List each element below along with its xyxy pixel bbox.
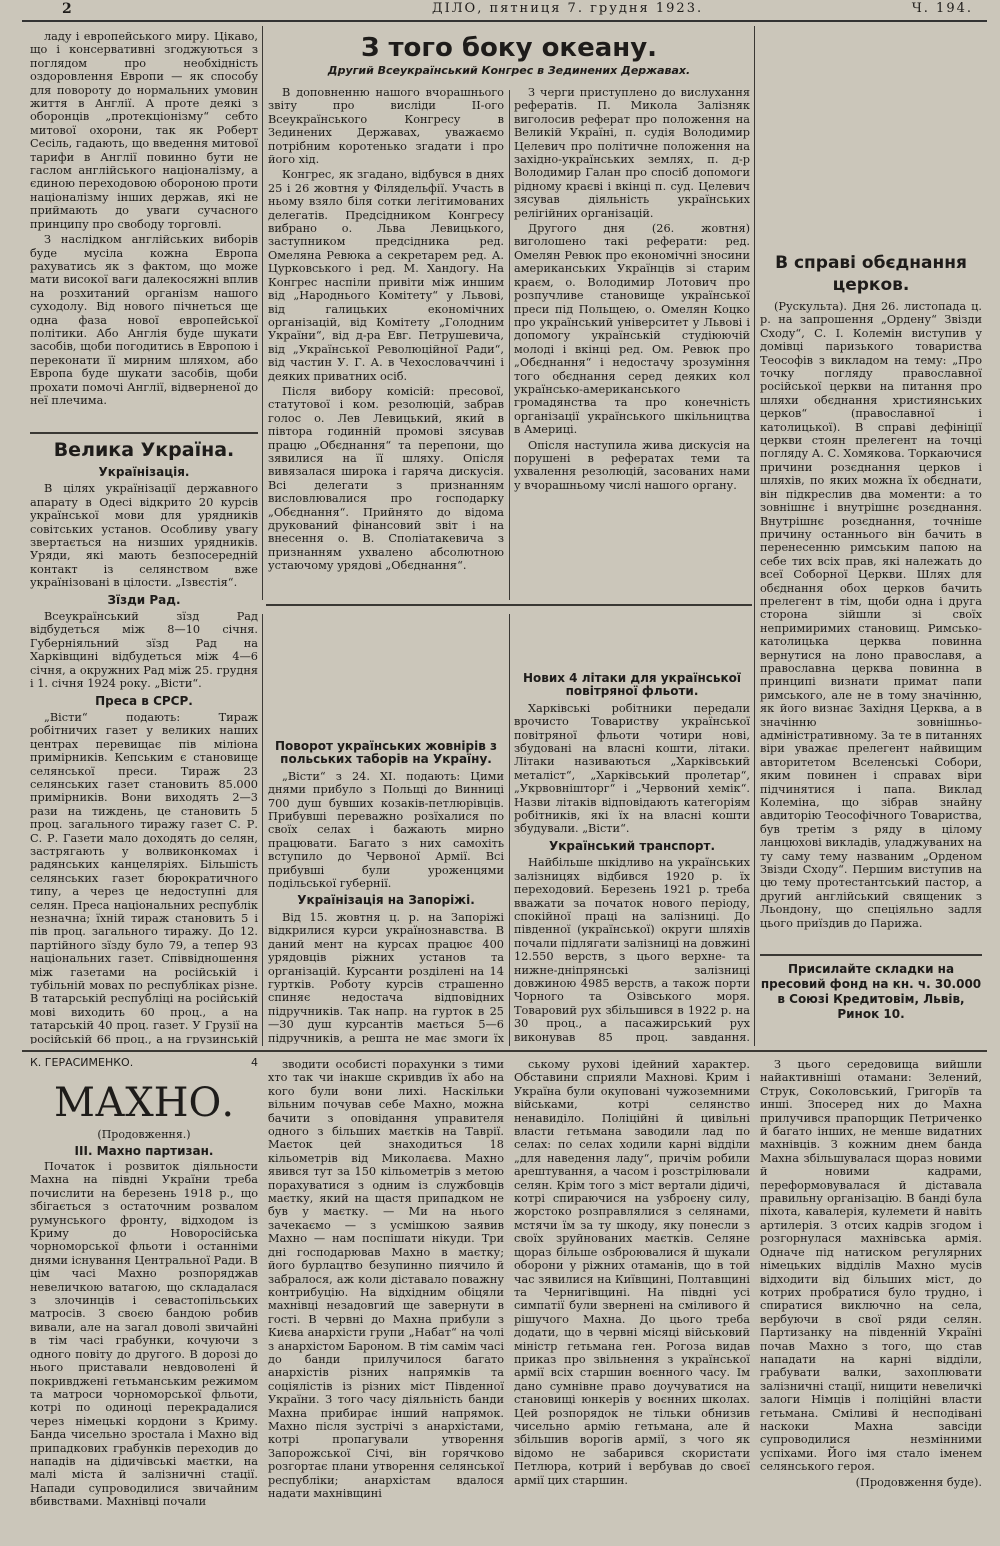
subhead: Преса в СРСР. [95, 693, 193, 708]
headline: З того боку океану. [360, 33, 658, 63]
paragraph: (Рускульта). Дня 26. листопада ц. р. на запрошення „Ордену“ Звізди Сходу“, С. І. Колемін виступив у домівці паризького товариства Теософів з викладом на тему: „Про точку погляду православної російської церкви на питання про шляхи обєднання християнських церков“ (православної і католицької). В справі дефініції церкви стоян прелегент на точці погляду А. С. Хомякова. Торкаючися причини розєднання церков і шляхів, по яких можна їх обєднати, він підкреслив два моменти: а то зовнішнє і внутрішнє розєднання. Внутрішнє розєднання, точніше причину останнього він бачить в перенесенню римським папою на себе тих всіх прав, які належать до всеї Соборної Церкви. Шлях для обєднання обох церков бачить прелегент в тім, щоби одна і друга сторона зійшли зі своїх непримиримих становищ. Римсько-католицька церква повинна вернутися на лоно православя, а православна церква повинна в принципі визнати примат папи римського, але не в тому значінню, як його визнає Західня Церква, а в значінню зовнішньо-адміністративному. За те в питаннях віри уважає прелегент найвищим авторитетом Вселенські Собори, яким повинен і справах віри підчинятися і папа. Виклад Колеміна, що зібрав знайну авдиторію Теософічного Товариства, був третім з ряду в цілому ланцюхові викладів, уладжуваних на ту саму тему названим „Орденом Звізди Сходу“. Першим виступив на цю тему протестантський пастор, а другий англійський священик з Льондону, що спеціяльно задля цього приїздив до Парижа. [760, 300, 982, 930]
paragraph: зводити особисті порахунки з тими хто так чи інакше скривдив їх або на кого були вони лихі. Наскільки вільним почував себе Махно, можна бачити з оповідання управителя одного з більших маєтків на Таврії. Маєток цей знаходиться 18 кільометрів від Миколаєва. Махно явився тут за 150 кільометрів з метою порахуватися з одним із службовців маєтку, який на щастя припадком не був у маєтку. — Ми на нього зачекаємо — з усмішкою заявив Махно — нам поспішати нікуди. Три дні господарював Махно в маєтку; його бурлацтво безупинно пиячило й забралося, аж коли діставало поважну контрибуцію. На відхідним обіцяли махнівці незадовгий ще завернути в гості. В червні до Махна прибули з Києва анархісти групи „Набат“ на чолі з анархістом Бароном. В тім самім часі до банди прилучилося багато анархістів різних напрямків та соціялістів із різних міст Південної України. З того часу діяльність банди Махна прибирає інший напрямок. Махно після зустрічі з анархістами, котрі пропагували утворення Запорожської Січі, він горячково розгортає плани утворення селянської республіки; анархістам вдалося надати махнівщині [268, 1058, 504, 1500]
masthead: ДІЛО, пятниця 7. грудня 1923. [432, 1, 704, 16]
makhno-title: МАХНО. [53, 1080, 235, 1126]
paragraph: Конгрес, як згадано, відбувся в днях 25 і 26 жовтня у Філядельфії. Участь в ньому взяло біля сотки легітимованих делегатів. Предсідником Конгресу вибрано о. Льва Левицького, заступником предсідника ред. Омеляна Ревюка а секретарем ред. А. Цурковського і ред. М. Хандогу. На Конгрес наспіли привіти між иншим від „Народнього Комітету“ у Львові, від галицьких економічних організацій, від Комітету „Голодним України“, від д-ра Евг. Петрушевича, від „Української Революційної Ради“, від частин У. Г. А. в Чехословаччині і деяких приватних осіб. [268, 168, 504, 383]
column-divider [262, 614, 263, 1046]
paragraph: Харківські робітники передали врочисто Товариству української повітряної фльоти чотири нові, збудовані на власні кошти, літаки. Літаки називаються „Харківський металіст“, „Харківський пролетар“, „Укрвовнішторг“ і „Червоний хемік“. Назви літаків відповідають категоріям робітників, які їх на власні кошти збудували. „Вісти“. [514, 701, 750, 836]
paragraph: Початок і розвиток діяльности Махна на півдні України треба почислити на березень 1918 р., що збігається з остаточним розвалом румунського фронту, відходом із Криму до Новоросійська чорноморської фльоти і останніми днями існування Центральної Ради. В цім часі Махно розпоряджав невеличкою ватагою, що складалася з злочинців і севастопільських матросів. З своєю бандою робив вивали, але на загал доволі звичайні в тім часі грабунки, кочуючи з одного повіту до другого. В дорозі до нього приставали невдоволені й покривджені гетьманським режимом та матроси чорноморської фльоти, котрі по одиноці перекрадалися через німецькі кордони з Криму. Банда чисельно зростала і Махно від припадкових грабунків переходив до нападів на дідичівські маєтки, на малі міста й залізничні стації. Напади супроводилися звичайним вбивствами. Махнівці почали [30, 1160, 258, 1509]
section-rule [266, 604, 752, 606]
okean-column-b [514, 86, 750, 600]
subhead: Зїзди Рад. [107, 592, 181, 607]
continuation-note: (Продовження.) [97, 1128, 191, 1141]
column-divider [262, 26, 263, 600]
column-divider [509, 90, 510, 600]
paragraph: Другого дня (26. жовтня) виголошено такі реферати: ред. Омелян Ревюк про економічні зносини американських Українців зі старим краєм, о. Володимир Лотович про розпучливе становище української преси під Польщею, о. Омелян Коцко про український університет у Львові і допомогу українській студіюючій молоді і вкінці ред. Ом. Ревюк про „Обєднання“ і недостачу зрозуміння того обєднання серед деяких кол українсько-американського громадянства та про конечність організації українського шкільництва в Америці. [514, 222, 750, 437]
subheadline: Другий Всеукраїнський Конгрес в Зединених Державах. [327, 64, 691, 77]
series-marker: 4 [251, 1056, 258, 1069]
okean-column-a [268, 86, 504, 600]
paragraph: Від 15. жовтня ц. р. на Запоріжі відкрилися курси українознавства. В даний мент на курсах працює 400 урядовців ріжних установ та організацій. Курсанти розділені на 14 гуртків. Роботу курсів страшенно спиняє недостача відповідних підручників. Так напр. на гурток в 25—30 душ курсантів мається 5—6 підручників, а решта не має змоги їх [268, 910, 504, 1044]
paragraph: З наслідком англійських виборів буде мусіла кожна Европа рахуватись як з фактом, що може мати високої ваги далекосяжні вплив на розхитаний організм нашого суходолу. Від нового пічнеться ще одна фаза нової европейської політики. Або Англія буде шукати засобів, щоби погодитись в Европою і переконати її мирним шляхом, або Европа буде шукати засобів, щоби прохати помочі Англії, відверненої до неї плечима. [30, 233, 258, 407]
subhead: Український транспорт. [548, 838, 715, 853]
subhead: Поворот українських жовнірів з польських таборів на Україну. [275, 739, 497, 767]
makhno-column-2 [268, 1058, 504, 1540]
paragraph: ладу і европейського миру. Цікаво, що і консервативні згоджуються з поглядом про необхідність оздоровлення Европи — як способу для повороту до нормальних умовин життя в Англії. А проте деякі з оборонців „протекціонізму“ себто митової охорони, так як Роберт Сесіль, гадають, що введення митової тарифи в Англії повинно бути не гаслом англійського націоналізму, а єдиною переходовою обороною проти націоналізму інших держав, які не приймають до уваги сучасного принципу про свободу торговлі. [30, 30, 258, 231]
fund-advertisement: Присилайте складки на пресовий фонд на кн. ч. 30.000 в Союзі Кредитовім, Львів, Ринок 10. [760, 962, 982, 1021]
subhead: Українізація на Запоріжі. [297, 893, 475, 908]
section-title: Велика Україна. [53, 439, 235, 461]
velyka-ukraina-section [30, 438, 258, 1044]
makhno-column-1 [30, 1160, 258, 1540]
paragraph: Всеукраїнський зїзд Рад відбудеться між 8—10 січня. Губерніяльний зїзд Рад на Харківщині відбудеться між 4—6 січня, а окружних Рад між 25. грудня і 1. січня 1924 року. „Вісти“. [30, 610, 258, 691]
section-subhead: III. Махно партизан. [74, 1144, 214, 1158]
section-rule [30, 432, 258, 434]
paragraph: Опісля наступила жива дискусія на порушені в рефератах теми та ухвалення резолюцій, засованих нами у вчорашньому числі нашого органу. [514, 438, 750, 492]
paragraph: В доповненню нашого вчорашнього звіту про висліди II-ого Всеукраїнського Конгресу в Зединених Державах, уважаємо потрібним коротенько згадати і про його хід. [268, 86, 504, 167]
paragraph: В цілях українізації державного апарату в Одесі відкрито 20 курсів української мови для урядників совітських установ. Особливу увагу звертається на низших урядників. Уряди, які мають безпосередній контакт із селянством вже українізовані в цілости. „Ізвєстія“. [30, 482, 258, 590]
paragraph: ському рухові ідейний характер. Обставини сприяли Махнові. Крим і Україна були окуповані чужоземними військами, котрі селянство ненавиділо. Поліційні й цивільні власти гетьмана заводили лад по селах: по селах ходили карні відділи „для наведення ладу“, причім робили арештування, а часом і розстрілювали селян. Крім того з міст вертали дідичі, котрі спираючися на узброєну силу, жорстоко розправлялися з селянами, мстячи їм за ту шкоду, яку понесли з своїх зруйнованих маєтків. Селяне щораз більше озброювалися й шукали оборони у ріжних отаманів, що в той час зявилися на Київщині, Полтавщині та Чернигівщині. На півдні усі симпатії були звернені на сміливого й рішучого Махна. До цього треба додати, що в червні місяці військовий міністр гетьмана ген. Рогоза видав приказ про звільнення з української армії всіх старшин воєнного часу. Ім дано сумнівне право доучуватися на становищі юнкерів у воєнних школах. Цей розпорядок не тільки обнизив чисельно армію гетьмана, але й збільшив ворогів армії, з чого як відомо не забарився скористати Петлюра, котрий і вербував до своєї армії цих старшин. [514, 1058, 750, 1487]
continued-note: (Продовження буде). [855, 1475, 982, 1489]
section-rule [760, 954, 982, 956]
paragraph: „Вісти“ подають: Тираж робітничих газет у великих наших центрах перевищає пів міліона примірників. Кепським є становище селянської преси. Тираж 23 селянських газет становить 85.000 примірників. Вони виходять 2—3 рази на тиждень, це становить 5 проц. загального тиражу газет С. Р. С. Р. Газети мало доходять до селян, застрягають у волвиконкомах і радянських канцеляріях. Більшість селянських газет бюрократичного типу, а через це недоступні для селян. Преса національних республік незначна; їхній тираж становить 5 і пів проц. загального тиражу. До 12. партійного зїзду було 79, а тепер 93 національних газет. Співвідношення між газетами на російській і тубільній мовах по республіках різне. В татарській республіці на російській мові виходить 60 проц., а на татарській 40 проц. газет. У Грузії на російській 66 проц., а на грузинській [30, 710, 258, 1044]
page-number: 2 [62, 1, 74, 17]
middle-lower-column [268, 736, 504, 1044]
column-divider [509, 614, 510, 1046]
intro-article [30, 30, 258, 432]
paragraph: „Вісти“ з 24. XI. подають: Цими днями прибуло з Польщі до Винниці 700 душ бувших козаків-петлюрівців. Прибувші переважно розїхалися по своїх селах і бажають мирно працювати. Багато з них самохіть вступило до Червоної Армії. Всі прибувші були уроженцями подільської губернії. [268, 769, 504, 891]
makhno-column-4 [760, 1058, 982, 1540]
issue-number: Ч. 194. [911, 1, 973, 16]
paragraph: З черги приступлено до вислухання рефератів. П. Микола Залізняк виголосив реферат про положення на Великій Україні, п. судія Володимир Целевич про політичне положення на західно-українських землях, п. д-р Володимир Галан про спосіб допомоги рідному краєві і вкінці п. суд. Целевич зясував діяльність українських релігійних організацій. [514, 86, 750, 220]
page-header [22, 0, 987, 22]
author: К. ГЕРАСИМЕНКО. [30, 1056, 134, 1069]
makhno-column-3 [514, 1058, 750, 1540]
author-line [30, 1056, 258, 1069]
paragraph: З цього середовища вийшли найактивніші отамани: Зелений, Струк, Соколовський, Григорїв та инші. Зпосеред них до Махна прилучився прапорщик Петриченко й багато інших, не менше видатних махнівців. З кожним днем банда Махна збільшувалася щораз новими й новими кадрами, переформовувалася й діставала правильну організацію. В банді була піхота, кавалерія, кулемети й навіть артилерія. З отсих кадрів згодом і розгорнулася махнівська армія. Одначе під натиском регулярних німецьких відділів Махно мусів відходити від більших міст, до котрих пробратися було трудно, і спиратися виключно на села, вербуючи в свої ряди селян. Партизанку на південній Україні почав Махно з того, що став нападати на карні відділи, грабувати валки, захоплювати залізничні стації, нищити невеличкі залоги Німців і поліційні власти гетьмана. Сміливі й несподівані наскоки Махна завсіди супроводилися незмінними успіхами. Його імя стало іменем селянського героя. [760, 1058, 982, 1474]
paragraph: Найбільше шкідливо на українських залізницях відбився 1920 р. їх переходовий. Березень 1921 р. треба вважати за початок нового періоду, спокійної праці на залізниці. До південної (української) округи шляхів почали підлягати залізниці на довжині 12.550 верств, з цього верхне- та нижне-дніпрянські залізниці довжиною 4985 верств, а також порти Чорного та Озівського моря. Товаровий рух збільшився в 1922 р. на 30 проц., а пасажирський рух виконував 85 проц. завдання. [514, 856, 750, 1044]
subhead: Нових 4 літаки для української повітряної фльоти. [522, 671, 742, 699]
column-divider [754, 26, 755, 1046]
section-title: В справі обєднання церков. [775, 253, 967, 295]
subhead: Українізація. [98, 465, 190, 479]
section-rule [22, 1050, 987, 1052]
right-middle-column [514, 668, 750, 1044]
paragraph: Після вибору комісій: пресової, статутової і ком. резолюцій, забрав голос о. Лев Левицький, який в півтора годинній промові зясував працю „Обєднання“ та перепони, що зявилися на її шляху. Опісля вивязалася широка і гаряча дискусія. Всі делегати з признанням висловлювалися про господарку „Обєднання“. Прийнято до відома друкований фінансовий звіт і на внесення о. В. Споліатакевича з признанням ухвалено абсолютною устаючому урядові „Обєднання“. [268, 384, 504, 573]
churches-article [760, 252, 982, 952]
